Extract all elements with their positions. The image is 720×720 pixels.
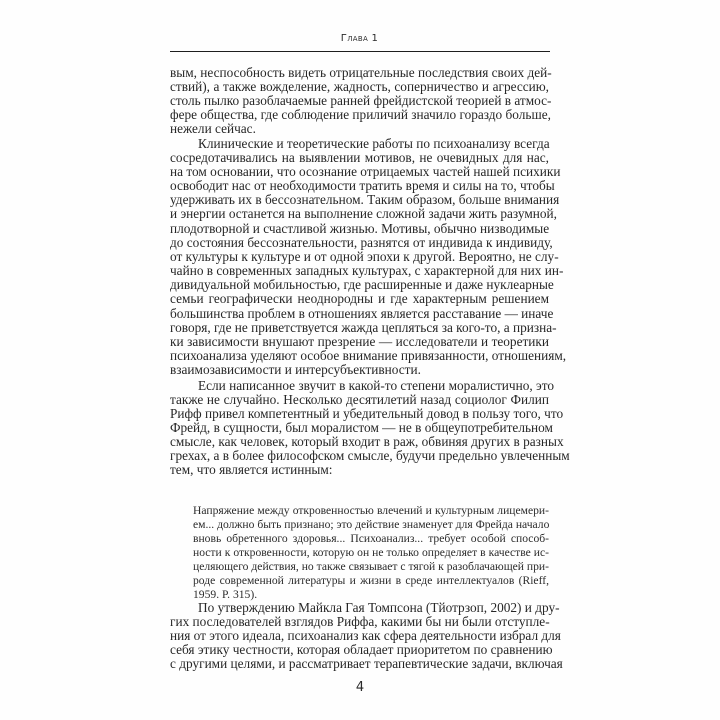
text-line: ки зависимости внушают презрение — исследователи и теоретики: [170, 334, 549, 349]
text-line: Клинические и теоретические работы по психоанализу всегда: [198, 136, 550, 151]
text-line: По утверждению Майкла Гая Томпсона (Тйотрзоп, 2002) и дру-: [198, 600, 560, 615]
text-line: на том основании, что осознание отрицаемых частей нашей психики: [170, 164, 561, 179]
text-line: психоанализа уделяют особое внимание привязанности, отношениям,: [170, 348, 567, 363]
text-line: взаимозависимости и интерсубъективности.: [170, 362, 421, 377]
page-number: 4: [355, 680, 365, 695]
text-line: Рифф привел компетентный и убедительный довод в пользу того, что: [170, 406, 564, 421]
running-head: Глава 1: [340, 33, 379, 44]
text-line: фере общества, где соблюдение приличий значило гораздо больше,: [170, 107, 551, 122]
text-line: освободит нас от необходимости тратить время и силы на то, чтобы: [170, 178, 555, 193]
quote-line: роде современной литературы и жизни в среде интеллектуалов (Rieff,: [193, 574, 549, 587]
quote-line: ности к откровенности, которую он не только определяет в качестве ис-: [193, 546, 549, 559]
text-line: гих последователей взглядов Риффа, какими бы ни были отступле-: [170, 614, 550, 629]
quote-line: 1959. P. 315).: [193, 588, 258, 601]
text-line: Фрейд, в сущности, был моралистом — не в общеупотребительном: [170, 420, 553, 435]
text-line: семьи географически неоднородны и где характерным решением: [170, 291, 549, 306]
text-line: Если написанное звучит в какой-то степени моралистично, это: [198, 378, 555, 393]
text-line: плодотворной и счастливой жизнью. Мотивы, обычно низводимые: [170, 221, 550, 236]
text-line: говоря, где не приветствуется жажда цепляться за кого-то, а призна-: [170, 320, 557, 335]
quote-line: целяющего действия, но также связывает с тягой к разоблачающей при-: [193, 560, 549, 573]
text-line: удерживать их в бессознательном. Таким образом, больше внимания: [170, 192, 560, 207]
text-line: смысле, как человек, который входит в раж, обвиняя других в разных: [170, 434, 564, 449]
text-line: ния от этого идеала, психоанализ как сфера деятельности избрал для: [170, 628, 561, 643]
quote-line: Напряжение между откровенностью влечений и культурным лицемери-: [193, 504, 549, 517]
text-line: до состояния бессознательности, разнятся от индивида к индивиду,: [170, 235, 553, 250]
text-line: столь пылко разоблачаемые ранней фрейдистской теорией в атмос-: [170, 93, 552, 108]
text-line: тем, что является истинным:: [170, 462, 333, 477]
header-rule: [170, 51, 550, 52]
text-line: с другими целями, и рассматривает терапевтические задачи, включая: [170, 656, 563, 671]
text-line: также не случайно. Несколько десятилетий назад социолог Филип: [170, 392, 549, 407]
text-line: ствий), а также вожделение, жадность, соперничество и агрессию,: [170, 79, 549, 94]
text-line: грехах, а в более философском смысле, будучи предельно увлеченным: [170, 448, 570, 463]
text-line: большинства проблем в отношениях является расставание — иначе: [170, 306, 554, 321]
text-line: и энергии останется на выполнение сложной задачи жить разумной,: [170, 206, 557, 221]
text-line: от культуры к культуре и от одной эпохи к другой. Вероятно, не слу-: [170, 249, 559, 264]
text-line: чайно в современных западных культурах, с характерной для них ин-: [170, 263, 564, 278]
text-line: дивидуальной мобильностью, где расширенные и даже нуклеарные: [170, 277, 554, 292]
text-line: вым, неспособность видеть отрицательные последствия своих дей-: [170, 65, 552, 80]
quote-line: ем... должно быть признано; это действие знаменует для Фрейда начало: [193, 518, 550, 531]
text-line: себя этику честности, которая обладает приоритетом по сравнению: [170, 642, 553, 657]
text-line: сосредотачивались на выявлении мотивов, не очевидных для нас,: [170, 150, 549, 165]
text-line: нежели сейчас.: [170, 121, 256, 136]
quote-line: вновь обретенного здоровья... Психоанализ... требует особой способ-: [193, 532, 549, 545]
